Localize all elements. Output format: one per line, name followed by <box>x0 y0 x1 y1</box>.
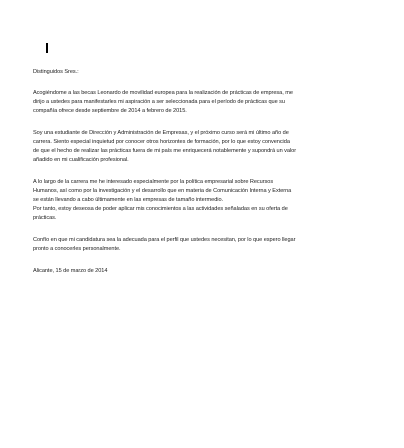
letter-body[interactable] <box>33 68 373 276</box>
text-cursor <box>46 43 48 53</box>
signoff: Alicante, 15 de marzo de 2014 <box>33 268 108 274</box>
paragraph-line: Humanos, así como por la investigación y el desarrollo que en materia de Comunicación Interna y Externa <box>33 188 292 194</box>
paragraph-line: Soy una estudiante de Dirección y Administración de Empresas, y el próximo curso será mi último año de <box>33 130 289 136</box>
paragraph-1 <box>33 89 373 116</box>
paragraph-line: Confío en que mi candidatura sea la adecuada para el perfil que ustedes necesitan, por lo que espero llegar <box>33 237 296 243</box>
paragraph-line: Acogiéndome a las becas Leonardo de movilidad europea para la realización de prácticas de empresa, me <box>33 90 293 96</box>
paragraph-line: se están llevando a cabo últimamente en las empresas de tamaño intermedio. <box>33 197 224 203</box>
paragraph-line: Por tanto, estoy deseosa de poder aplicar mis conocimientos a las actividades señaladas en su oferta de <box>33 206 288 212</box>
paragraph-line: compañía ofrece desde septiembre de 2014 a febrero de 2015. <box>33 108 187 114</box>
paragraph-line: A lo largo de la carrera me he interesado especialmente por la política empresarial sobre Recursos <box>33 179 274 185</box>
paragraph-line: carrera. Siento especial inquietud por conocer otros horizontes de formación, por lo que estoy convencida <box>33 139 290 145</box>
paragraph-line: dirijo a ustedes para manifestarles mi aspiración a ser seleccionada para el período de prácticas que su <box>33 99 285 105</box>
paragraph-3 <box>33 178 373 223</box>
paragraph-4 <box>33 236 373 254</box>
paragraph-2 <box>33 129 373 165</box>
paragraph-line: prácticas. <box>33 215 57 221</box>
salutation: Distinguidos Sres.: <box>33 69 79 75</box>
paragraph-line: de que el hecho de realizar las prácticas fuera de mi país me enriquecerá notablemente y supondrá un valor <box>33 148 297 154</box>
paragraph-line: pronto a conocerles personalmente. <box>33 246 121 252</box>
paragraph-line: añadido en mi cualificación profesional. <box>33 157 129 163</box>
